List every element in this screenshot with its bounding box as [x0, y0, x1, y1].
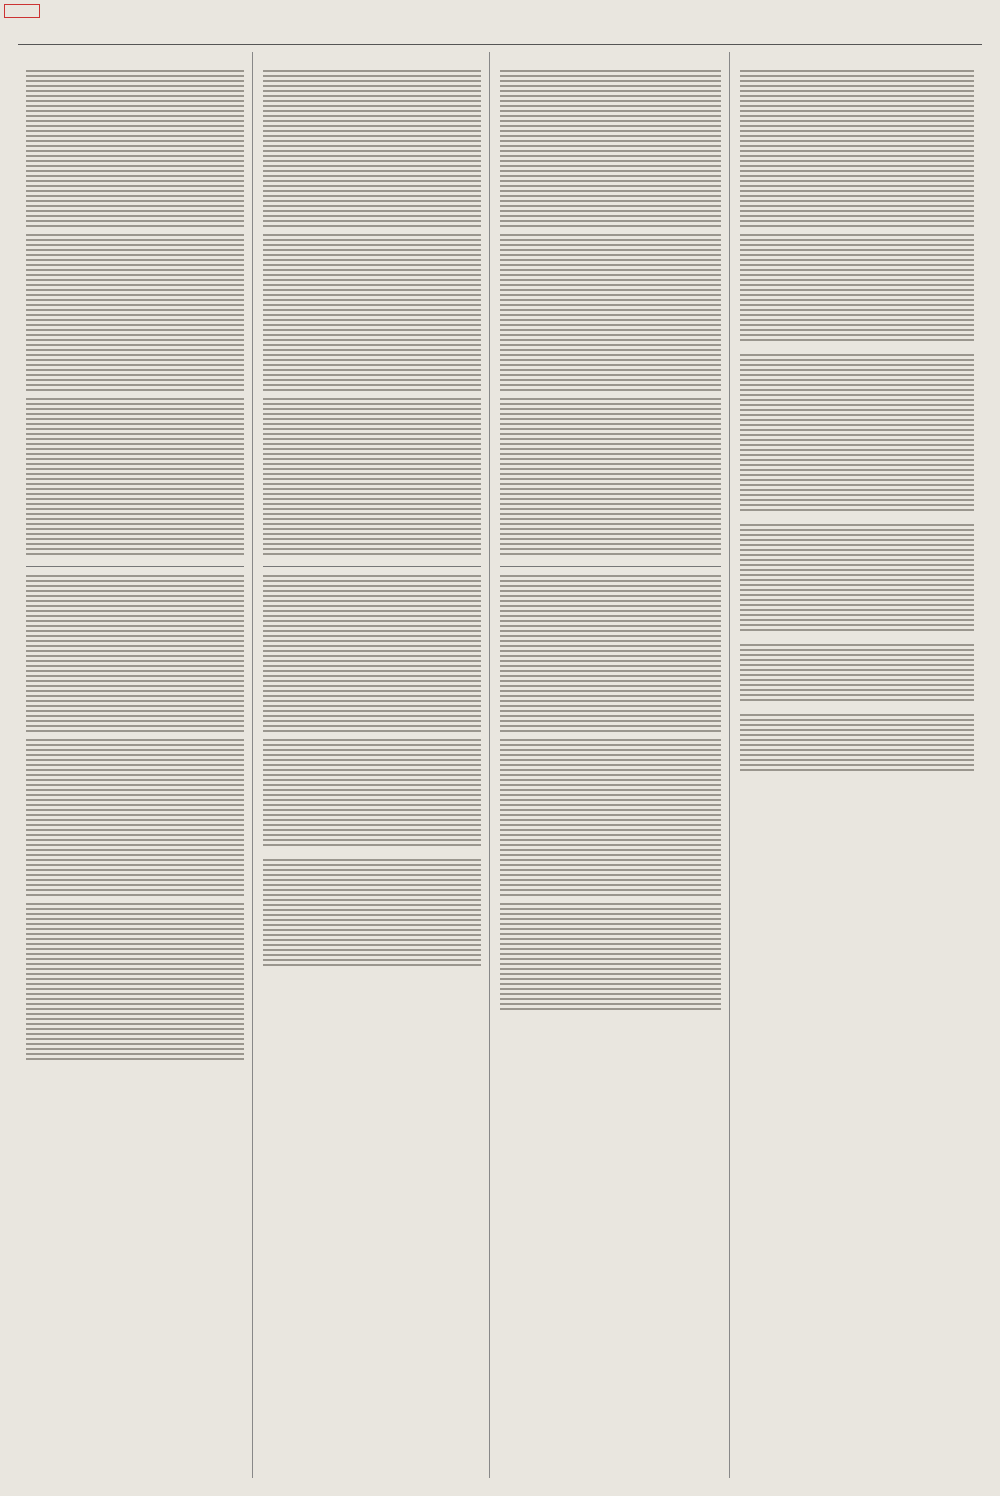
column-1	[18, 52, 253, 1478]
divider	[263, 566, 481, 567]
text-block	[26, 903, 244, 1063]
text-block	[26, 70, 244, 230]
page-header	[18, 22, 982, 45]
text-block	[740, 714, 974, 774]
text-block	[740, 70, 974, 230]
text-block	[26, 739, 244, 899]
divider	[26, 566, 244, 567]
text-block	[263, 739, 481, 849]
table-block	[740, 644, 974, 704]
text-block	[263, 398, 481, 558]
page-stamp	[4, 4, 40, 18]
text-block	[26, 398, 244, 558]
table-block	[740, 524, 974, 634]
text-block	[263, 575, 481, 735]
text-block	[500, 398, 721, 558]
text-block	[500, 234, 721, 394]
text-block	[740, 234, 974, 344]
text-block	[263, 234, 481, 394]
divider	[500, 566, 721, 567]
text-block	[500, 575, 721, 735]
text-block	[263, 70, 481, 230]
column-3	[492, 52, 730, 1478]
text-block	[26, 575, 244, 735]
text-block	[500, 739, 721, 899]
text-block	[263, 859, 481, 969]
column-2	[255, 52, 490, 1478]
text-block	[26, 234, 244, 394]
table-block	[740, 354, 974, 514]
text-block	[500, 70, 721, 230]
text-block	[500, 903, 721, 1013]
column-4	[732, 52, 982, 1478]
